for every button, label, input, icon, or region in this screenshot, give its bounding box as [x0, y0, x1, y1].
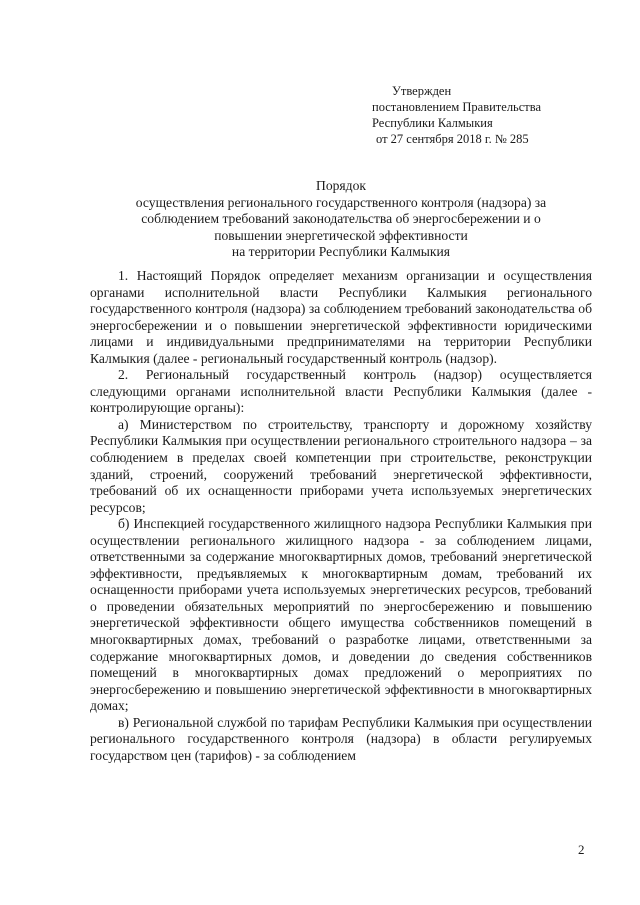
paragraph-1: 1. Настоящий Порядок определяет механизм организации и осуществления органами исполнительной власти Республики Калмыкия регионального государственного контроля (надзора) за соблюдением требований законодательства об энергосбережении и о повышении энергетической эффективности юридическими лицами и индивидуальными предпринимателями на территории Республики Калмыкия (далее - региональный государственный контроль (надзор).	[90, 268, 592, 366]
paragraph-4: б) Инспекцией государственного жилищного надзора Республики Калмыкия при осуществлении регионального жилищного надзора - за соблюдением лицами, ответственными за содержание многоквартирных домов, требований энергетической эффективности, предъявляемых к многоквартирным домам, требований их оснащенности приборами учета используемых энергетических ресурсов, требований о проведении обязательных мероприятий по энергосбережению и повышению энергетической эффективности общего имущества собственников помещений в многоквартирных домах, требований о разработке лицами, ответственными за содержание многоквартирных домов, и доведении до сведения собственников помещений в многоквартирных домах предложений о мероприятиях по энергосбережению и повышению энергетической эффективности в многоквартирных домах;	[90, 516, 592, 714]
paragraph-3: а) Министерством по строительству, транспорту и дорожному хозяйству Республики Калмыкия при осуществлении регионального строительного надзора – за соблюдением в пределах своей компетенции при строительстве, реконструкции зданий, строений, сооружений требований энергетической эффективности, требований об их оснащенности приборами учета используемых энергетических ресурсов;	[90, 416, 592, 515]
document-body	[90, 268, 592, 764]
title-line-2: осуществления регионального государственного контроля (надзора) за	[135, 194, 547, 210]
approval-stamp	[372, 83, 612, 147]
title-line-3: соблюдением требований законодательства об энергосбережении и о	[141, 211, 541, 227]
approval-line-approved: Утвержден	[392, 84, 452, 98]
paragraph-5: в) Региональной службой по тарифам Республики Калмыкия при осуществлении регионального государственного контроля (надзора) в области регулируемых государством цен (тарифов) - за соблюдением	[90, 714, 592, 763]
title-line-1: Порядок	[316, 178, 366, 193]
paragraph-2: 2. Региональный государственный контроль (надзор) осуществляется следующими органами исполнительной власти Республики Калмыкия (далее - контролирующие органы):	[90, 367, 592, 416]
approval-line-date: от 27 сентября 2018 г. № 285	[376, 132, 529, 146]
title-line-4: повышении энергетической эффективности	[214, 227, 468, 243]
title-line-5: на территории Республики Калмыкия	[231, 244, 451, 260]
page-number: 2	[578, 842, 585, 857]
approval-line-resolution: постановлением Правительства	[372, 100, 542, 114]
approval-line-republic: Республики Калмыкия	[372, 116, 493, 130]
document-title	[90, 178, 592, 261]
